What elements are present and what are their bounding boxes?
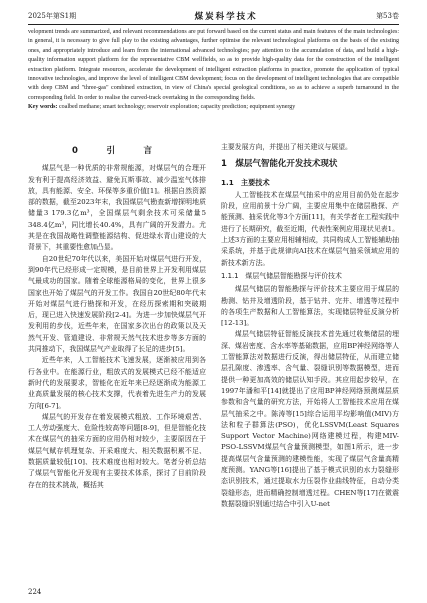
keywords-text: coalbed methane; smart technology; reservoir exploration; capacity prediction; equipment synergy <box>59 104 296 111</box>
intro-paragraph-1: 煤层气是一种优质的非常规能源，对煤层气的合理开发有利于提高经济效益、避免瓦斯事故、减少温室气体排放，具有能源、安全、环保等多重价值[1]。根据自然资源部的数据，截至2023年末，我国煤层气勘查新增探明地质储量3 179.3亿m³，全国煤层气剩余技术可采储量5 348.4亿m³，同比增长40.4%，具有广阔的开发潜力。尤其是在我国战略性调整能源结构、促进绿水青山建设的大背景下，其重要性愈加凸显。 <box>28 164 206 252</box>
section-1-1-1-paragraph-2: 煤层气储层特征智能反演技术首先通过收集储层的埋深、煤岩密度、含水率等基础数据，应用BP神经网络等人工智能算法对数据进行反演，得出储层特征，从而建立储层孔隙度、渗透率、含气量、裂缝识别等数据模型，进而提供一种更加高效的储层认知手段。其应用起步较早，在1997年潘和平[14]就提出了应用BP神经网络预测煤层质参数和含气量的研究方法，开始将人工智能技术应用在煤层气抽采之中。陈涛等[15]综合运用平均影响值(MIV)方法和粒子群算法(PSO)，优化LSSVM(Least Squares Support Vector Machine)网络建模过程，构建MIV-PSO-LSSVM煤层气含量预测模型，如图1所示，进一步提高煤层气含量预测的建模性能，实现了煤层气含量高精度预测。YANG等[16]提出了基于模式识别的水力裂缝形态识别技术，通过提取水力压裂作业曲线特征，自动分类裂缝形态，进而精确控制增透过程。CHEN等[17]在微震数据裂缝识别通过结合中引入U-net <box>221 330 399 508</box>
english-abstract <box>28 28 399 113</box>
running-header <box>28 9 399 23</box>
intro-paragraph-3: 近些年来，人工智能技术飞速发展，逐渐被应用到各行各业中。在能源行业，粗放式的发展模式已经不能适应新时代的发展要求，智能化在近年来已经逐渐成为能源工业高质量发展的核心技术支撑，代表着先进生产力的发展方向[6-7]。 <box>28 356 206 410</box>
section-1-1-1-paragraph-1: 煤层气储层的智能勘探与评价技术主要应用于煤层的勘测、钻井及增透阶段，基于钻井、完井、增透等过程中的各项生产数据和人工智能算法，实现储层特征反演分析[12-13]。 <box>221 285 399 328</box>
subsection-1-1-1-heading: 1.1.1 煤层气储层智能勘探与评价技术 <box>221 271 342 280</box>
intro-paragraph-4: 煤层气的开发存在着发展模式粗放、工作环境艰苦、工人劳动强度大、危险性较高等问题[8-9]，但是智能化技术在煤层气的抽采方面的应用仍相对较少，主要原因在于煤层气赋存机理复杂、开采难度大、相关数据积累不足、数据质量较低[10]、技术难度也相对较大。笔者分析总结了煤层气智能化开发现有主要技术体系，探讨了目前阶段存在的技术挑战，概括其 <box>28 412 206 489</box>
section-1-heading: 1 煤层气智能化开发技术现状 <box>221 159 338 170</box>
section-1-1-paragraph: 人工智能技术在煤层气抽采中的应用目前仍处在起步阶段，应用前景十分广阔，主要应用集中在储层勘探、产能预测、抽采优化等3个方面[11]，有关学者在工程实践中进行了长期研究，截至近期，代表性案例应用现状见表1。上述3方面的主要应用相辅相成，共同构成人工智能辅助抽采系统，并基于此规律向AI技术在煤层气抽采领域应用的新技术新方法。 <box>221 190 399 267</box>
keywords-label: Key words: <box>28 104 58 111</box>
keywords-line <box>28 103 399 112</box>
issue-label: 2025年第S1期 <box>28 12 77 20</box>
volume-label: 第53卷 <box>376 12 399 20</box>
right-column <box>221 142 399 510</box>
intro-paragraph-2: 自20世纪70年代以来，美国开始对煤层气进行开发，到90年代已经形成一定规模，是目前世界上开发利用煤层气最成功的国家。随着全球能源格局的变化，世界上很多国家也开始了煤层气的开发工作。我国自20世纪80年代末开始对煤层气进行勘探和开发，在经历探索期和突破期后，现已进入快速发展阶段[2-4]。为进一步加快煤层气开发利用的步伐，近些年来，在国家多次出台的政策以及天然气开发、管道建设、非常规天然气技术进步等多方面的共同推动下，我国煤层气产业取得了长足的进步[5]。 <box>28 254 206 354</box>
introduction-heading: 0 引 言 <box>72 146 162 156</box>
header-divider <box>28 24 399 25</box>
abstract-text: velopment trends are summarized, and relevant recommendations are put forward based on the current status and main features of the main technologies: in general, it is necessary to give full play to the existing advantages, further optimise the relevant technological platforms on the basis of the existing ones, and appropriately introduce and learn from the international advanced technologies; pay attention to the accumulation of data, and build a high-quality information support platform for the representative CBM wellfields, so as to provide high-quality data for the construction of the intelligent extraction platform. Integrate resources, accelerate the development of intelligent extraction platforms in practice, promote the application of typical innovative technologies, and improve the level of intelligent CBM development; focus on the development of intelligent technologies that are compatible with deep CBM and "three-gas" combined extraction, in view of China's special geological conditions, so as to achieve a superb turnaround in the corresponding field. In order to realise the curved-track overtaking in the corresponding fields. <box>28 29 399 101</box>
subsection-1-1-heading: 1.1 主要技术 <box>221 177 270 187</box>
page-number: 224 <box>28 588 42 596</box>
left-column <box>28 146 206 491</box>
intro-continuation: 主要发展方向，并提出了相关建议与展望。 <box>221 143 352 151</box>
journal-title: 煤炭科学技术 <box>194 12 258 22</box>
